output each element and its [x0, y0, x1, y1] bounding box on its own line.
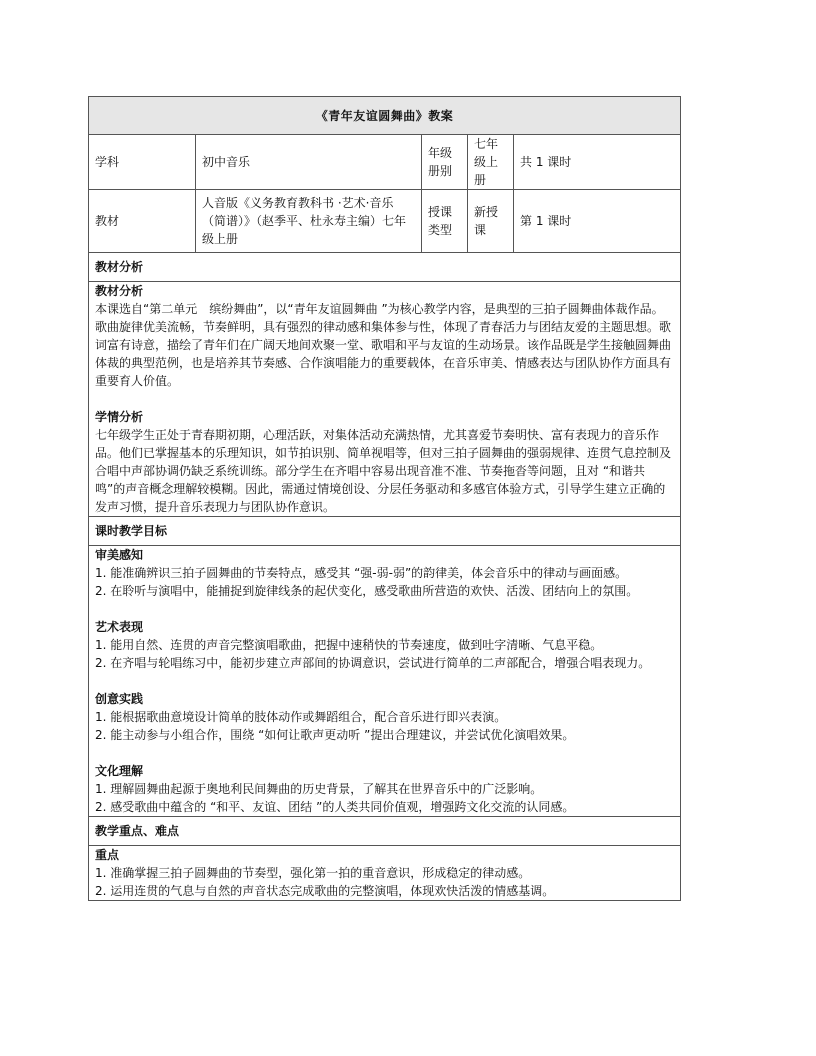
subject-label: 学科: [89, 135, 196, 190]
analysis-section: [89, 282, 681, 517]
goal-group-performance: [95, 618, 674, 672]
lesson-number: 第 1 课时: [514, 190, 681, 253]
grade-label: 年级册别: [422, 135, 468, 190]
goal-group-title: 审美感知: [95, 548, 144, 562]
grade-value: 七年级上册: [468, 135, 514, 190]
goal-group-title: 文化理解: [95, 764, 144, 778]
keypoints-heading: 教学重点、难点: [89, 817, 681, 846]
material-analysis-title: 教材分析: [95, 284, 144, 298]
goal-item: 2. 在齐唱与轮唱练习中，能初步建立声部间的协调意识，尝试进行简单的二声部配合，增强合唱表现力。: [95, 656, 651, 670]
goal-group-aesthetic: [95, 546, 674, 600]
material-label: 教材: [89, 190, 196, 253]
goal-item: 2. 感受歌曲中蕴含的 “和平、友谊、团结 ”的人类共同价值观，增强跨文化交流的认同感。: [95, 800, 575, 814]
goals-heading: 课时教学目标: [89, 517, 681, 546]
lesson-type-label: 授课类型: [422, 190, 468, 253]
student-analysis-title: 学情分析: [95, 410, 144, 424]
goal-item: 1. 能用自然、连贯的声音完整演唱歌曲，把握中速稍快的节奏速度，做到吐字清晰、气息平稳。: [95, 638, 603, 652]
goal-item: 1. 能根据歌曲意境设计简单的肢体动作或舞蹈组合，配合音乐进行即兴表演。: [95, 710, 507, 724]
goals-section: [89, 546, 681, 817]
goal-group-title: 艺术表现: [95, 620, 144, 634]
material-value: 人音版《义务教育教科书 ·艺术·音乐（简谱）》（赵季平、杜永寿主编）七年级上册: [196, 190, 422, 253]
keypoints-section: [89, 846, 681, 901]
keypoints-title: 重点: [95, 848, 120, 862]
material-analysis-text: 本课选自“第二单元 缤纷舞曲”，以“青年友谊圆舞曲 ”为核心教学内容，是典型的三拍子圆舞曲体裁作品。歌曲旋律优美流畅，节奏鲜明，具有强烈的律动感和集体参与性，体现了青春活力与团结友爱的主题思想。歌词富有诗意，描绘了青年们在广阔天地间欢聚一堂、歌唱和平与友谊的生动场景。该作品既是学生接触圆舞曲体裁的典型范例，也是培养其节奏感、合作演唱能力的重要载体，在音乐审美、情感表达与团队协作方面具有重要育人价值。: [95, 302, 672, 388]
total-hours: 共 1 课时: [514, 135, 681, 190]
lesson-plan-document: [88, 96, 680, 901]
goal-item: 1. 能准确辨识三拍子圆舞曲的节奏特点，感受其 “强-弱-弱”的韵律美，体会音乐中的律动与画面感。: [95, 566, 628, 580]
goal-group-title: 创意实践: [95, 692, 144, 706]
goal-item: 2. 能主动参与小组合作，围绕 “如何让歌声更动听 ”提出合理建议，并尝试优化演唱效果。: [95, 728, 575, 742]
goal-item: 1. 理解圆舞曲起源于奥地利民间舞曲的历史背景，了解其在世界音乐中的广泛影响。: [95, 782, 543, 796]
keypoint-item: 2. 运用连贯的气息与自然的声音状态完成歌曲的完整演唱，体现欢快活泼的情感基调。: [95, 884, 555, 898]
goal-item: 2. 在聆听与演唱中，能捕捉到旋律线条的起伏变化，感受歌曲所营造的欢快、活泼、团结向上的氛围。: [95, 584, 639, 598]
page-title: 《青年友谊圆舞曲》教案: [89, 97, 681, 135]
subject-value: 初中音乐: [196, 135, 422, 190]
lesson-type-value: 新授课: [468, 190, 514, 253]
keypoint-item: 1. 准确掌握三拍子圆舞曲的节奏型，强化第一拍的重音意识，形成稳定的律动感。: [95, 866, 531, 880]
analysis-heading: 教材分析: [89, 253, 681, 282]
student-analysis-text: 七年级学生正处于青春期初期，心理活跃，对集体活动充满热情，尤其喜爱节奏明快、富有表现力的音乐作品。他们已掌握基本的乐理知识，如节拍识别、简单视唱等，但对三拍子圆舞曲的强弱规律、连贯气息控制及合唱中声部协调仍缺乏系统训练。部分学生在齐唱中容易出现音准不准、节奏拖沓等问题，且对 “和谐共鸣”的声音概念理解较模糊。因此，需通过情境创设、分层任务驱动和多感官体验方式，引导学生建立正确的发声习惯，提升音乐表现力与团队协作意识。: [95, 428, 672, 514]
goal-group-creative: [95, 690, 674, 744]
goal-group-culture: [95, 762, 674, 816]
lesson-plan-table: [88, 96, 681, 901]
